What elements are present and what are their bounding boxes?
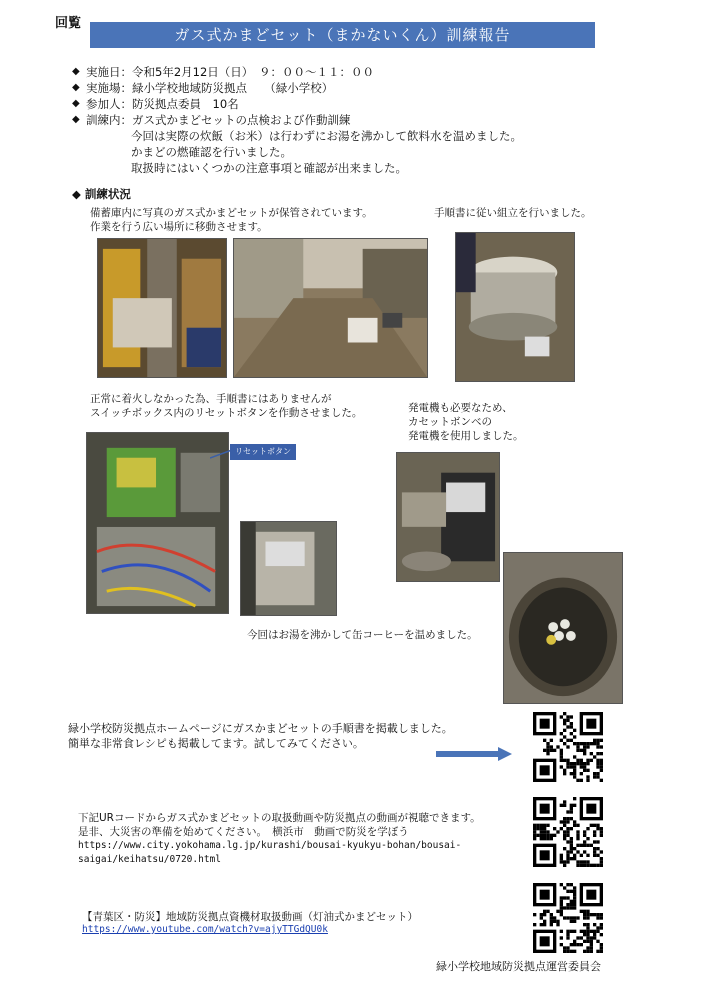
caption-generator-2: カセットボンベの	[408, 416, 492, 428]
photo-switch-box	[86, 432, 229, 614]
footer-organization: 緑小学校地域防災拠点運営委員会	[436, 960, 601, 973]
youtube-link[interactable]: https://www.youtube.com/watch?v=ajyTTGdQU0k	[82, 924, 328, 935]
detail-line: かまどの燃確認を行いました。	[131, 145, 292, 159]
photo-moving-outdoors	[233, 238, 428, 378]
diamond-bullet-icon: ◆	[72, 114, 80, 125]
photo-assembly	[455, 232, 575, 382]
caption-storage-1: 備蓄庫内に写真のガス式かまどセットが保管されています。	[90, 207, 373, 219]
info-block	[72, 64, 522, 176]
youtube-title: 【青葉区・防災】地域防災拠点資機材取扱動画（灯油式かまどセット）	[82, 911, 418, 923]
photo-switch-closeup	[240, 521, 337, 616]
diamond-bullet-icon: ◆	[72, 98, 80, 109]
diamond-bullet-icon: ◆	[72, 187, 85, 201]
video-url-line-1[interactable]: https://www.city.yokohama.lg.jp/kurashi/bousai-kyukyu-bohan/bousai-	[78, 840, 462, 851]
caption-generator-3: 発電機を使用しました。	[408, 430, 524, 442]
detail-line: 取扱時にはいくつかの注意事項と確認が出来ました。	[131, 161, 407, 175]
place-line: 実施場：緑小学校地域防災拠点 （緑小学校）	[86, 81, 334, 95]
callout-pointer-icon	[210, 446, 232, 460]
caption-coffee: 今回はお湯を沸かして缶コーヒーを温めました。	[247, 629, 478, 641]
qr-code-homepage[interactable]	[533, 712, 603, 782]
diamond-bullet-icon: ◆	[72, 82, 80, 93]
diamond-bullet-icon: ◆	[72, 66, 80, 77]
participants-line: 参加人：防災拠点委員 10名	[86, 97, 239, 111]
date-line: 実施日：令和5年2月12日（日） ９：００～１１：００	[86, 65, 375, 79]
caption-generator-1: 発電機も必要なため、	[408, 402, 513, 414]
photo-pot-coffee-cans	[503, 552, 623, 704]
reset-button-callout: リセットボタン	[230, 444, 296, 460]
video-line-1: 下記URコードからガス式かまどセットの取扱動画や防災拠点の動画が視聴できます。	[78, 812, 481, 824]
video-line-2: 是非、大災害の準備を始めてください。 横浜市 動画で防災を学ぼう	[78, 826, 409, 838]
homepage-line-1: 緑小学校防災拠点ホームページにガスかまどセットの手順書を掲載しました。	[68, 722, 453, 735]
homepage-line-2: 簡単な非常食レシピも掲載してます。試してみてください。	[68, 737, 364, 750]
photo-generator	[396, 452, 500, 582]
caption-reset-1: 正常に着火しなかった為、手順書にはありませんが	[90, 393, 332, 405]
detail-line: 今回は実際の炊飯（お米）は行わずにお湯を沸かして飲料水を温めました。	[131, 129, 522, 143]
right-arrow-icon	[436, 747, 512, 761]
page-title: ガス式かまどセット（まかないくん）訓練報告	[90, 22, 595, 48]
circulation-label: 回覧	[55, 16, 82, 31]
caption-reset-2: スイッチボックス内のリセットボタンを作動させました。	[90, 407, 363, 419]
caption-storage-2: 作業を行う広い場所に移動させます。	[90, 221, 268, 233]
caption-assembly: 手順書に従い組立を行いました。	[434, 207, 592, 219]
qr-code-video[interactable]	[533, 797, 603, 867]
qr-code-youtube[interactable]	[533, 883, 603, 953]
content-line: 訓練内：ガス式かまどセットの点検および作動訓練	[86, 113, 351, 127]
photo-storage-room	[97, 238, 227, 378]
section-title: ◆ 訓練状況	[72, 187, 131, 201]
video-url-line-2[interactable]: saigai/keihatsu/0720.html	[78, 854, 221, 865]
